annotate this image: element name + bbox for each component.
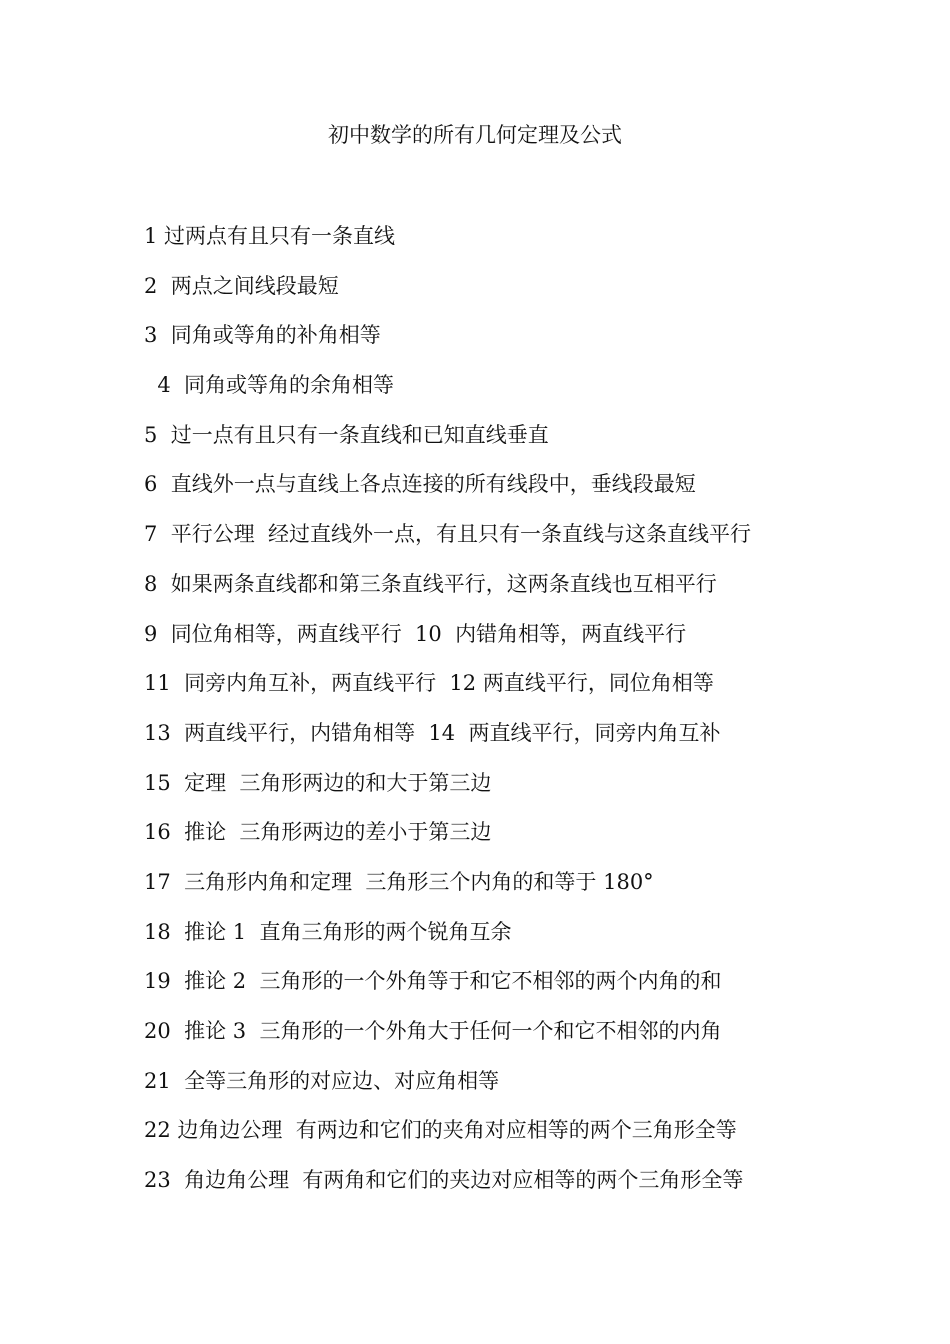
theorem-line: 19 推论 2 三角形的一个外角等于和它不相邻的两个内角的和 xyxy=(144,969,722,994)
theorem-line: 20 推论 3 三角形的一个外角大于任何一个和它不相邻的内角 xyxy=(144,1019,722,1043)
theorem-line: 4 同角或等角的余角相等 xyxy=(144,373,395,398)
theorem-line: 17 三角形内角和定理 三角形三个内角的和等于 180° xyxy=(144,869,654,894)
theorem-line: 15 定理 三角形两边的和大于第三边 xyxy=(144,770,492,795)
theorem-line: 16 推论 三角形两边的差小于第三边 xyxy=(144,820,492,845)
theorem-line: 7 平行公理 经过直线外一点，有且只有一条直线与这条直线平行 xyxy=(144,522,752,547)
theorem-line: 1 过两点有且只有一条直线 xyxy=(144,224,396,248)
theorem-line: 9 同位角相等，两直线平行 10 内错角相等，两直线平行 xyxy=(144,621,687,646)
document-title: 初中数学的所有几何定理及公式 xyxy=(328,123,622,147)
theorem-line: 5 过一点有且只有一条直线和已知直线垂直 xyxy=(144,422,549,447)
theorem-line: 8 如果两条直线都和第三条直线平行，这两条直线也互相平行 xyxy=(144,571,717,596)
theorem-line: 3 同角或等角的补角相等 xyxy=(144,323,381,348)
theorem-line: 18 推论 1 直角三角形的两个锐角互余 xyxy=(144,919,512,944)
theorem-line: 22 边角边公理 有两边和它们的夹角对应相等的两个三角形全等 xyxy=(144,1118,737,1143)
theorem-line: 2 两点之间线段最短 xyxy=(144,273,339,298)
theorem-line: 13 两直线平行，内错角相等 14 两直线平行，同旁内角互补 xyxy=(144,720,721,745)
theorem-list xyxy=(144,221,924,1215)
theorem-line: 11 同旁内角互补，两直线平行 12 两直线平行，同位角相等 xyxy=(144,671,714,696)
theorem-line: 23 角边角公理 有两角和它们的夹边对应相等的两个三角形全等 xyxy=(144,1168,744,1193)
theorem-line: 21 全等三角形的对应边、对应角相等 xyxy=(144,1068,500,1093)
theorem-line: 6 直线外一点与直线上各点连接的所有线段中，垂线段最短 xyxy=(144,472,696,497)
